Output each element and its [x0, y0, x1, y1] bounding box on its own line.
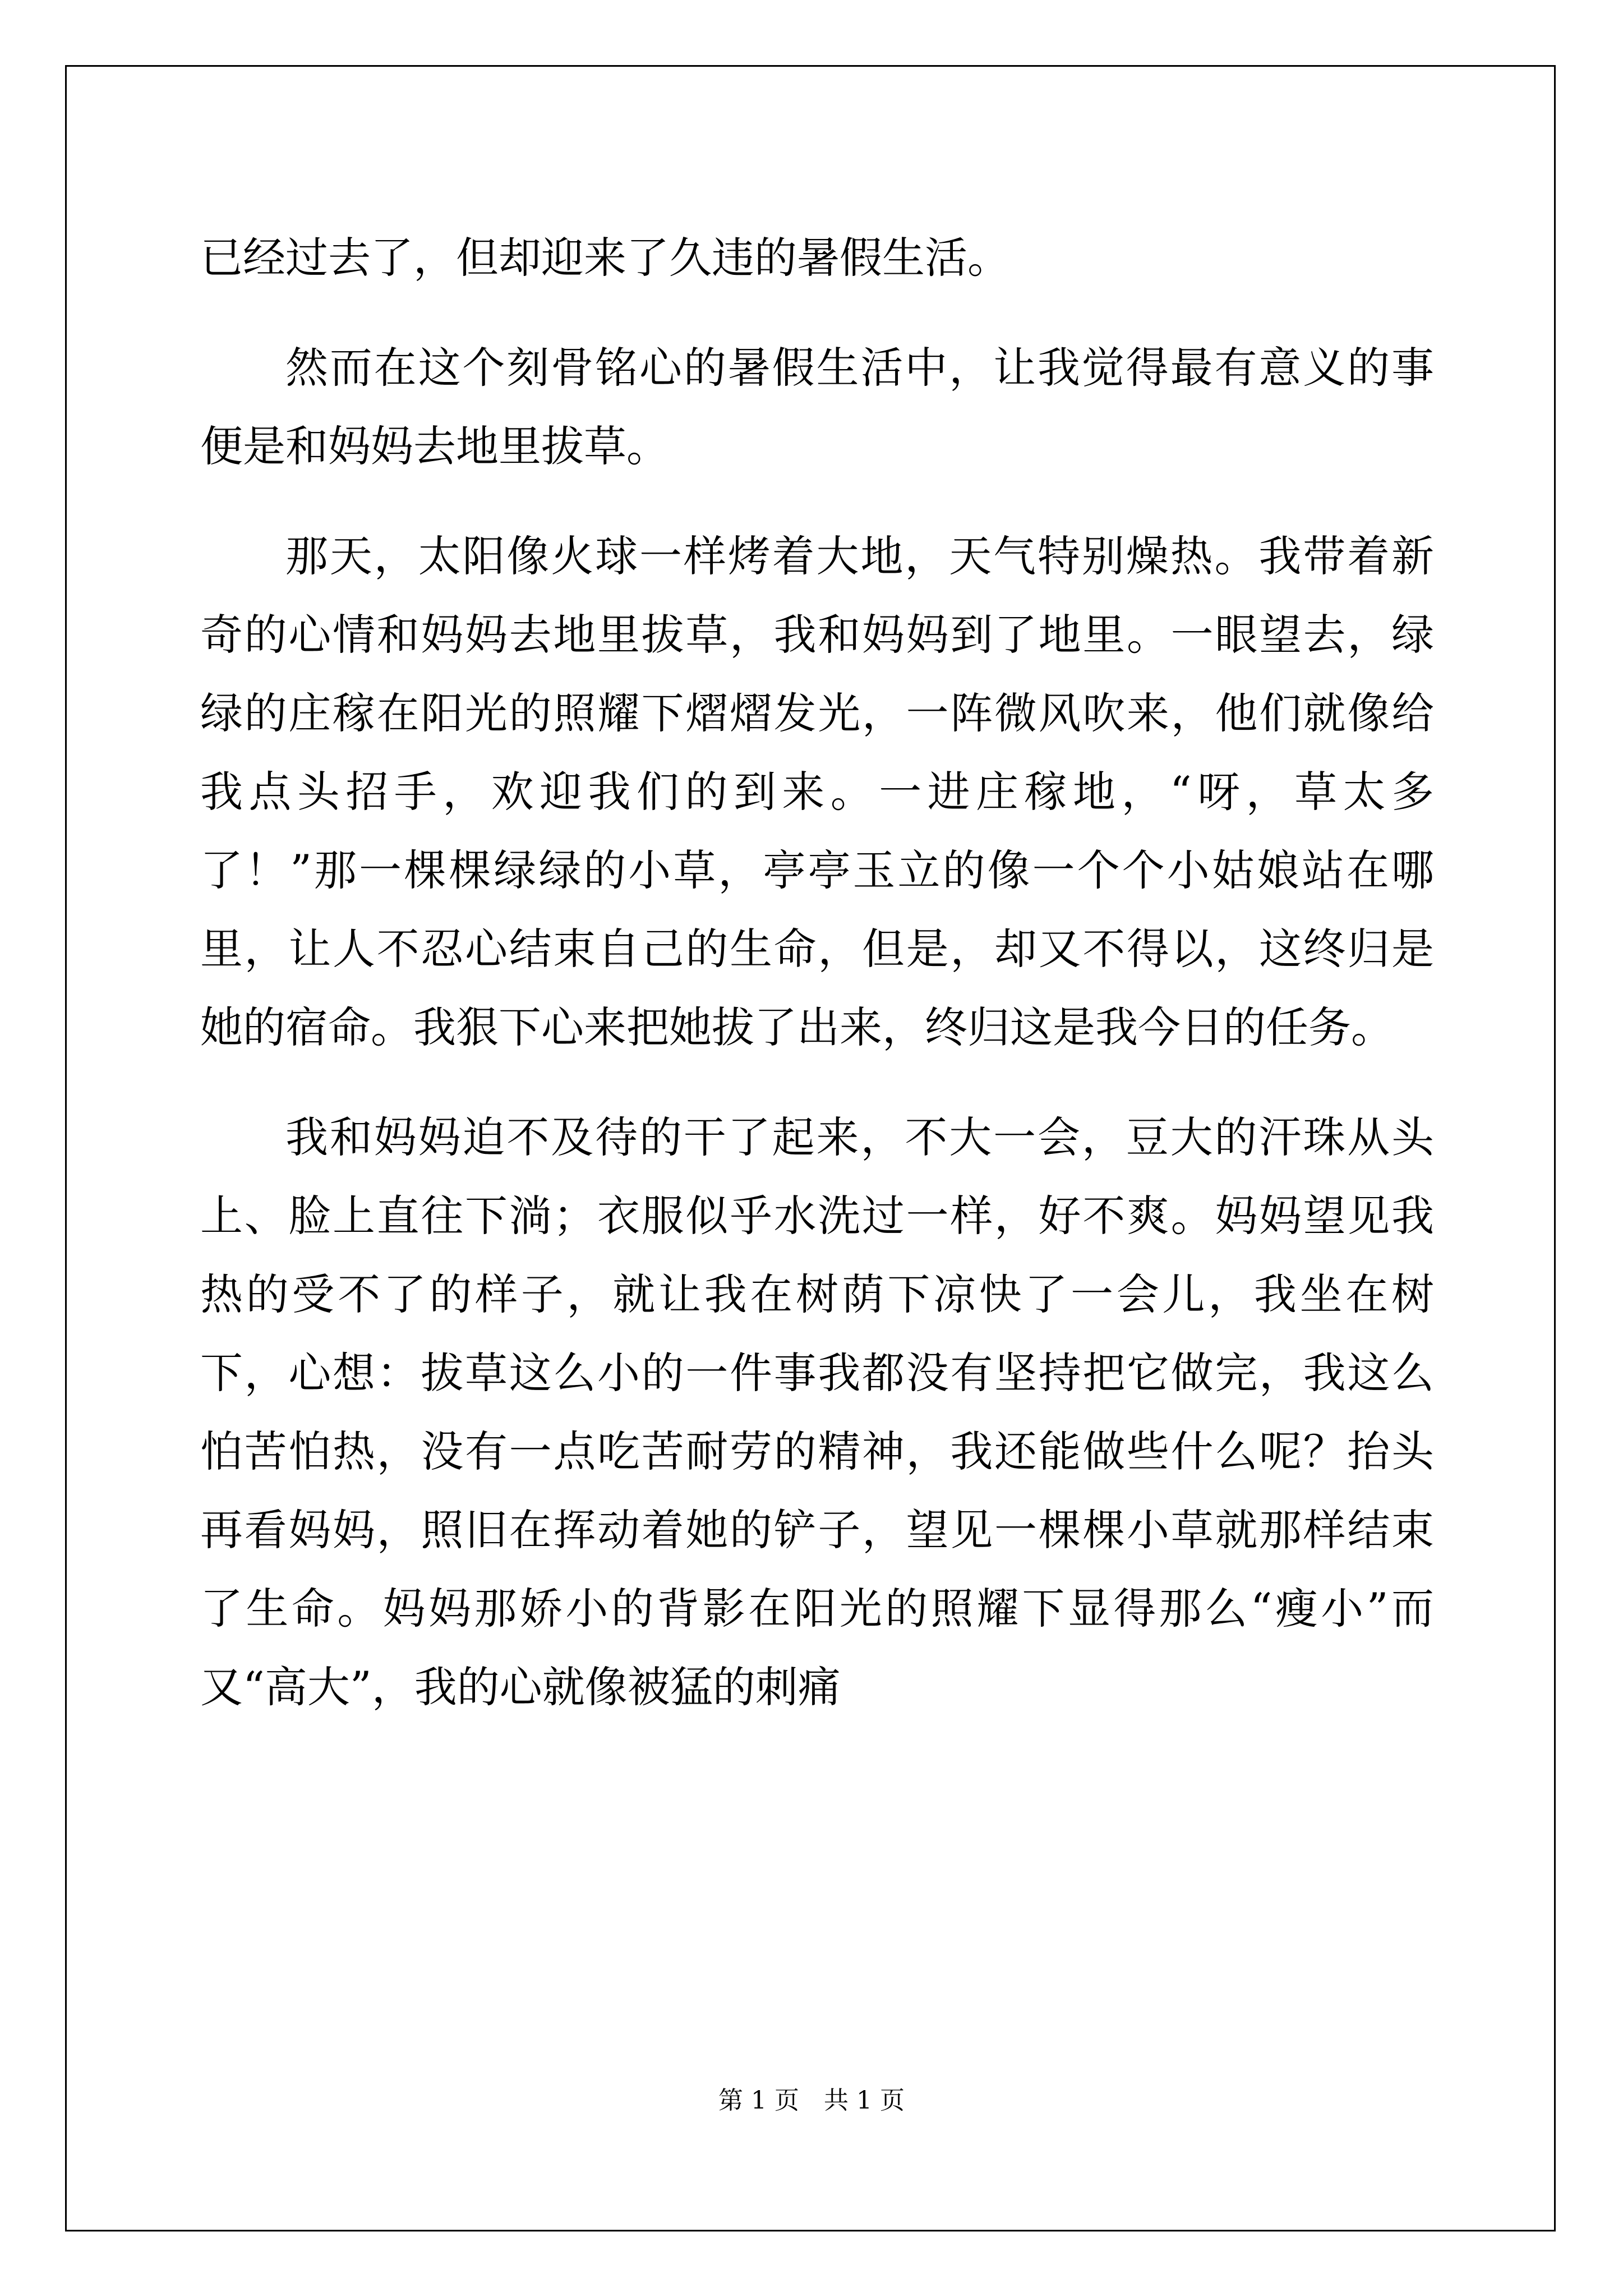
paragraph: 我和妈妈迫不及待的干了起来，不大一会，豆大的汗珠从头上、脸上直往下淌；衣服似乎水洗过一样，好不爽。妈妈望见我热的受不了的样子，就让我在树荫下凉快了一会儿，我坐在树下，心想：拔草这么小的一件事我都没有坚持把它做完，我这么怕苦怕热，没有一点吃苦耐劳的精神，我还能做些什么呢？抬头再看妈妈，照旧在挥动着她的铲子，望见一棵棵小草就那样结束了生命。妈妈那娇小的背影在阳光的照耀下显得那么“瘦小”而又“高大”，我的心就像被猛的刺痛: [200, 1112, 1434, 1712]
page-number-footer: 第 1 页 共 1 页: [718, 2086, 905, 2115]
document-body: [200, 219, 1434, 1758]
paragraph: 已经过去了，但却迎来了久违的暑假生活。: [200, 233, 1010, 283]
paragraph: 然而在这个刻骨铭心的暑假生活中，让我觉得最有意义的事便是和妈妈去地里拔草。: [200, 343, 1434, 471]
paragraph: 那天，太阳像火球一样烤着大地，天气特别燥热。我带着新奇的心情和妈妈去地里拔草，我和妈妈到了地里。一眼望去，绿绿的庄稼在阳光的照耀下熠熠发光，一阵微风吹来，他们就像给我点头招手，欢迎我们的到来。一进庄稼地，“呀，草太多了！”那一棵棵绿绿的小草，亭亭玉立的像一个个小姑娘站在哪里，让人不忍心结束自己的生命，但是，却又不得以，这终归是她的宿命。我狠下心来把她拔了出来，终归这是我今日的任务。: [200, 531, 1434, 1052]
